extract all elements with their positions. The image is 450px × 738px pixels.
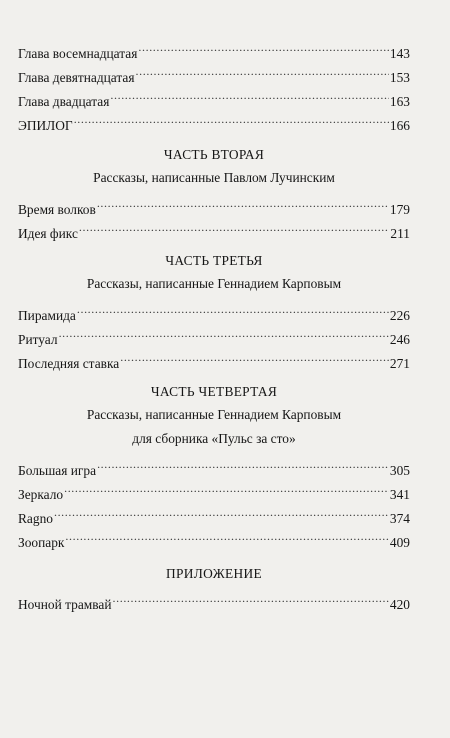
dot-leader <box>136 58 389 82</box>
toc-entry-title: Глава восемнадцатая <box>18 46 138 61</box>
toc-entry <box>18 106 410 133</box>
dot-leader <box>113 585 389 609</box>
section-heading: ЧАСТЬ ЧЕТВЕРТАЯ <box>150 384 278 399</box>
section-heading: ЧАСТЬ ТРЕТЬЯ <box>165 253 263 268</box>
dot-leader <box>79 214 390 238</box>
dot-leader <box>59 320 389 344</box>
toc-entry-title: Зеркало <box>18 487 64 502</box>
toc-entry <box>18 475 410 502</box>
toc-entry-page: 226 <box>389 308 410 323</box>
toc-entry-page: 271 <box>389 356 410 371</box>
dot-leader <box>120 344 389 368</box>
dot-leader <box>65 523 388 547</box>
toc-entry-title: ЭПИЛОГ <box>18 118 73 133</box>
toc-entry-title: Глава двадцатая <box>18 94 110 109</box>
toc-entry <box>18 34 410 61</box>
toc-entry <box>18 296 410 323</box>
toc-entry-title: Большая игра <box>18 463 97 478</box>
toc-entry-title: Время волков <box>18 202 96 217</box>
dot-leader <box>97 451 389 475</box>
toc-entry-title: Зоопарк <box>18 535 65 550</box>
table-of-contents <box>18 34 410 612</box>
section-subtitle: Рассказы, написанные Геннадием Карповым <box>86 276 342 291</box>
toc-entry-page: 420 <box>389 597 410 612</box>
toc-entry-title: Пирамида <box>18 308 76 323</box>
dot-leader <box>110 82 389 106</box>
section-heading: ЧАСТЬ ВТОРАЯ <box>163 147 265 162</box>
section-subtitle: Рассказы, написанные Геннадием Карповым <box>86 407 342 422</box>
dot-leader <box>138 34 389 58</box>
section-heading: ПРИЛОЖЕНИЕ <box>166 566 262 581</box>
toc-entry-page: 341 <box>389 487 410 502</box>
dot-leader <box>77 296 389 320</box>
dot-leader <box>54 499 389 523</box>
toc-entry-page: 246 <box>389 332 410 347</box>
toc-entry-page: 163 <box>389 94 410 109</box>
dot-leader <box>64 475 389 499</box>
toc-entry-page: 143 <box>389 46 410 61</box>
toc-entry <box>18 585 410 612</box>
section-subtitle-line2: для сборника «Пульс за сто» <box>132 431 296 446</box>
dot-leader <box>97 190 389 214</box>
toc-entry-page: 153 <box>389 70 410 85</box>
toc-entry-title: Последняя ставка <box>18 356 120 371</box>
toc-entry-page: 179 <box>389 202 410 217</box>
toc-entry <box>18 523 410 550</box>
toc-entry-page: 305 <box>389 463 410 478</box>
toc-entry-title: Глава девятнадцатая <box>18 70 135 85</box>
toc-entry <box>18 499 410 526</box>
toc-entry <box>18 190 410 217</box>
toc-entry <box>18 320 410 347</box>
toc-entry-page: 374 <box>389 511 410 526</box>
dot-leader <box>74 106 389 130</box>
toc-entry-title: Ragno <box>18 511 53 526</box>
toc-entry <box>18 451 410 478</box>
toc-entry-page: 409 <box>389 535 410 550</box>
toc-entry <box>18 344 410 371</box>
toc-entry-title: Ритуал <box>18 332 58 347</box>
toc-entry-page: 211 <box>390 226 410 241</box>
toc-entry-title: Идея фикс <box>18 226 78 241</box>
section-subtitle: Рассказы, написанные Павлом Лучинским <box>93 170 335 185</box>
toc-entry-page: 166 <box>389 118 410 133</box>
toc-entry-title: Ночной трамвай <box>18 597 112 612</box>
